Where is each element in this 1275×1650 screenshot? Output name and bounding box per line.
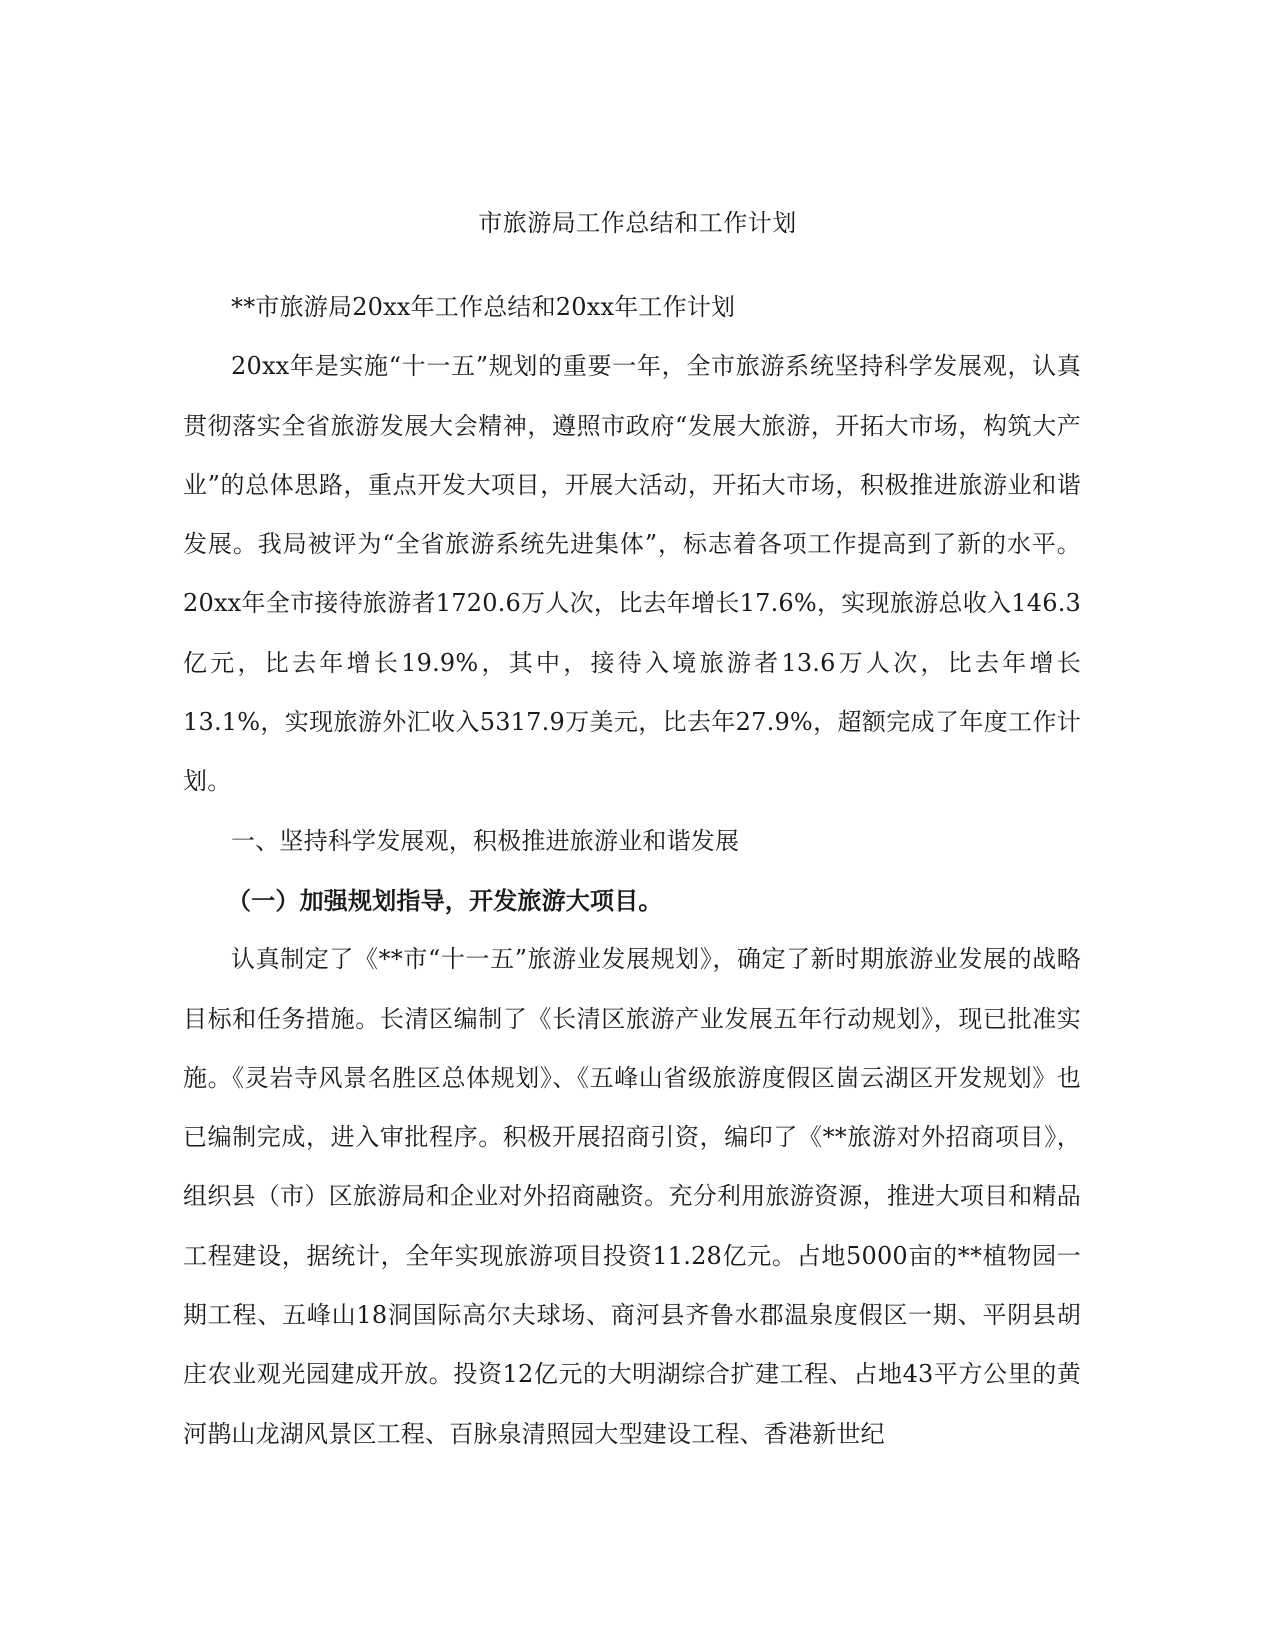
subsection-heading: （一）加强规划指导，开发旅游大项目。: [227, 885, 663, 915]
section-heading: 一、坚持科学发展观，积极推进旅游业和谐发展: [231, 826, 740, 855]
document-body: [183, 278, 1081, 1464]
document-title: 市旅游局工作总结和工作计划: [478, 209, 797, 237]
summary-paragraph: 20xx年是实施“十一五”规划的重要一年，全市旅游系统坚持科学发展观，认真贯彻落实全省旅游发展大会精神，遵照市政府“发展大旅游，开拓大市场，构筑大产业”的总体思路，重点开发大项目，开展大活动，开拓大市场，积极推进旅游业和谐发展。我局被评为“全省旅游系统先进集体”，标志着各项工作提高到了新的水平。20xx年全市接待旅游者1720.6万人次，比去年增长17.6%，实现旅游总收入146.3亿元，比去年增长19.9%，其中，接待入境旅游者13.6万人次，比去年增长13.1%，实现旅游外汇收入5317.9万美元，比去年27.9%，超额完成了年度工作计划。: [183, 352, 1081, 796]
planning-paragraph: 认真制定了《**市“十一五”旅游业发展规划》，确定了新时期旅游业发展的战略目标和任务措施。长清区编制了《长清区旅游产业发展五年行动规划》，现已批准实施。《灵岩寺风景名胜区总体规划》、《五峰山省级旅游度假区崮云湖区开发规划》也已编制完成，进入审批程序。积极开展招商引资，编印了《**旅游对外招商项目》，组织县（市）区旅游局和企业对外招商融资。充分利用旅游资源，推进大项目和精品工程建设，据统计，全年实现旅游项目投资11.28亿元。占地5000亩的**植物园一期工程、五峰山18洞国际高尔夫球场、商河县齐鲁水郡温泉度假区一期、平阴县胡庄农业观光园建成开放。投资12亿元的大明湖综合扩建工程、占地43平方公里的黄河鹊山龙湖风景区工程、百脉泉清照园大型建设工程、香港新世纪: [183, 945, 1081, 1448]
subtitle-paragraph: **市旅游局20xx年工作总结和20xx年工作计划: [231, 293, 736, 321]
